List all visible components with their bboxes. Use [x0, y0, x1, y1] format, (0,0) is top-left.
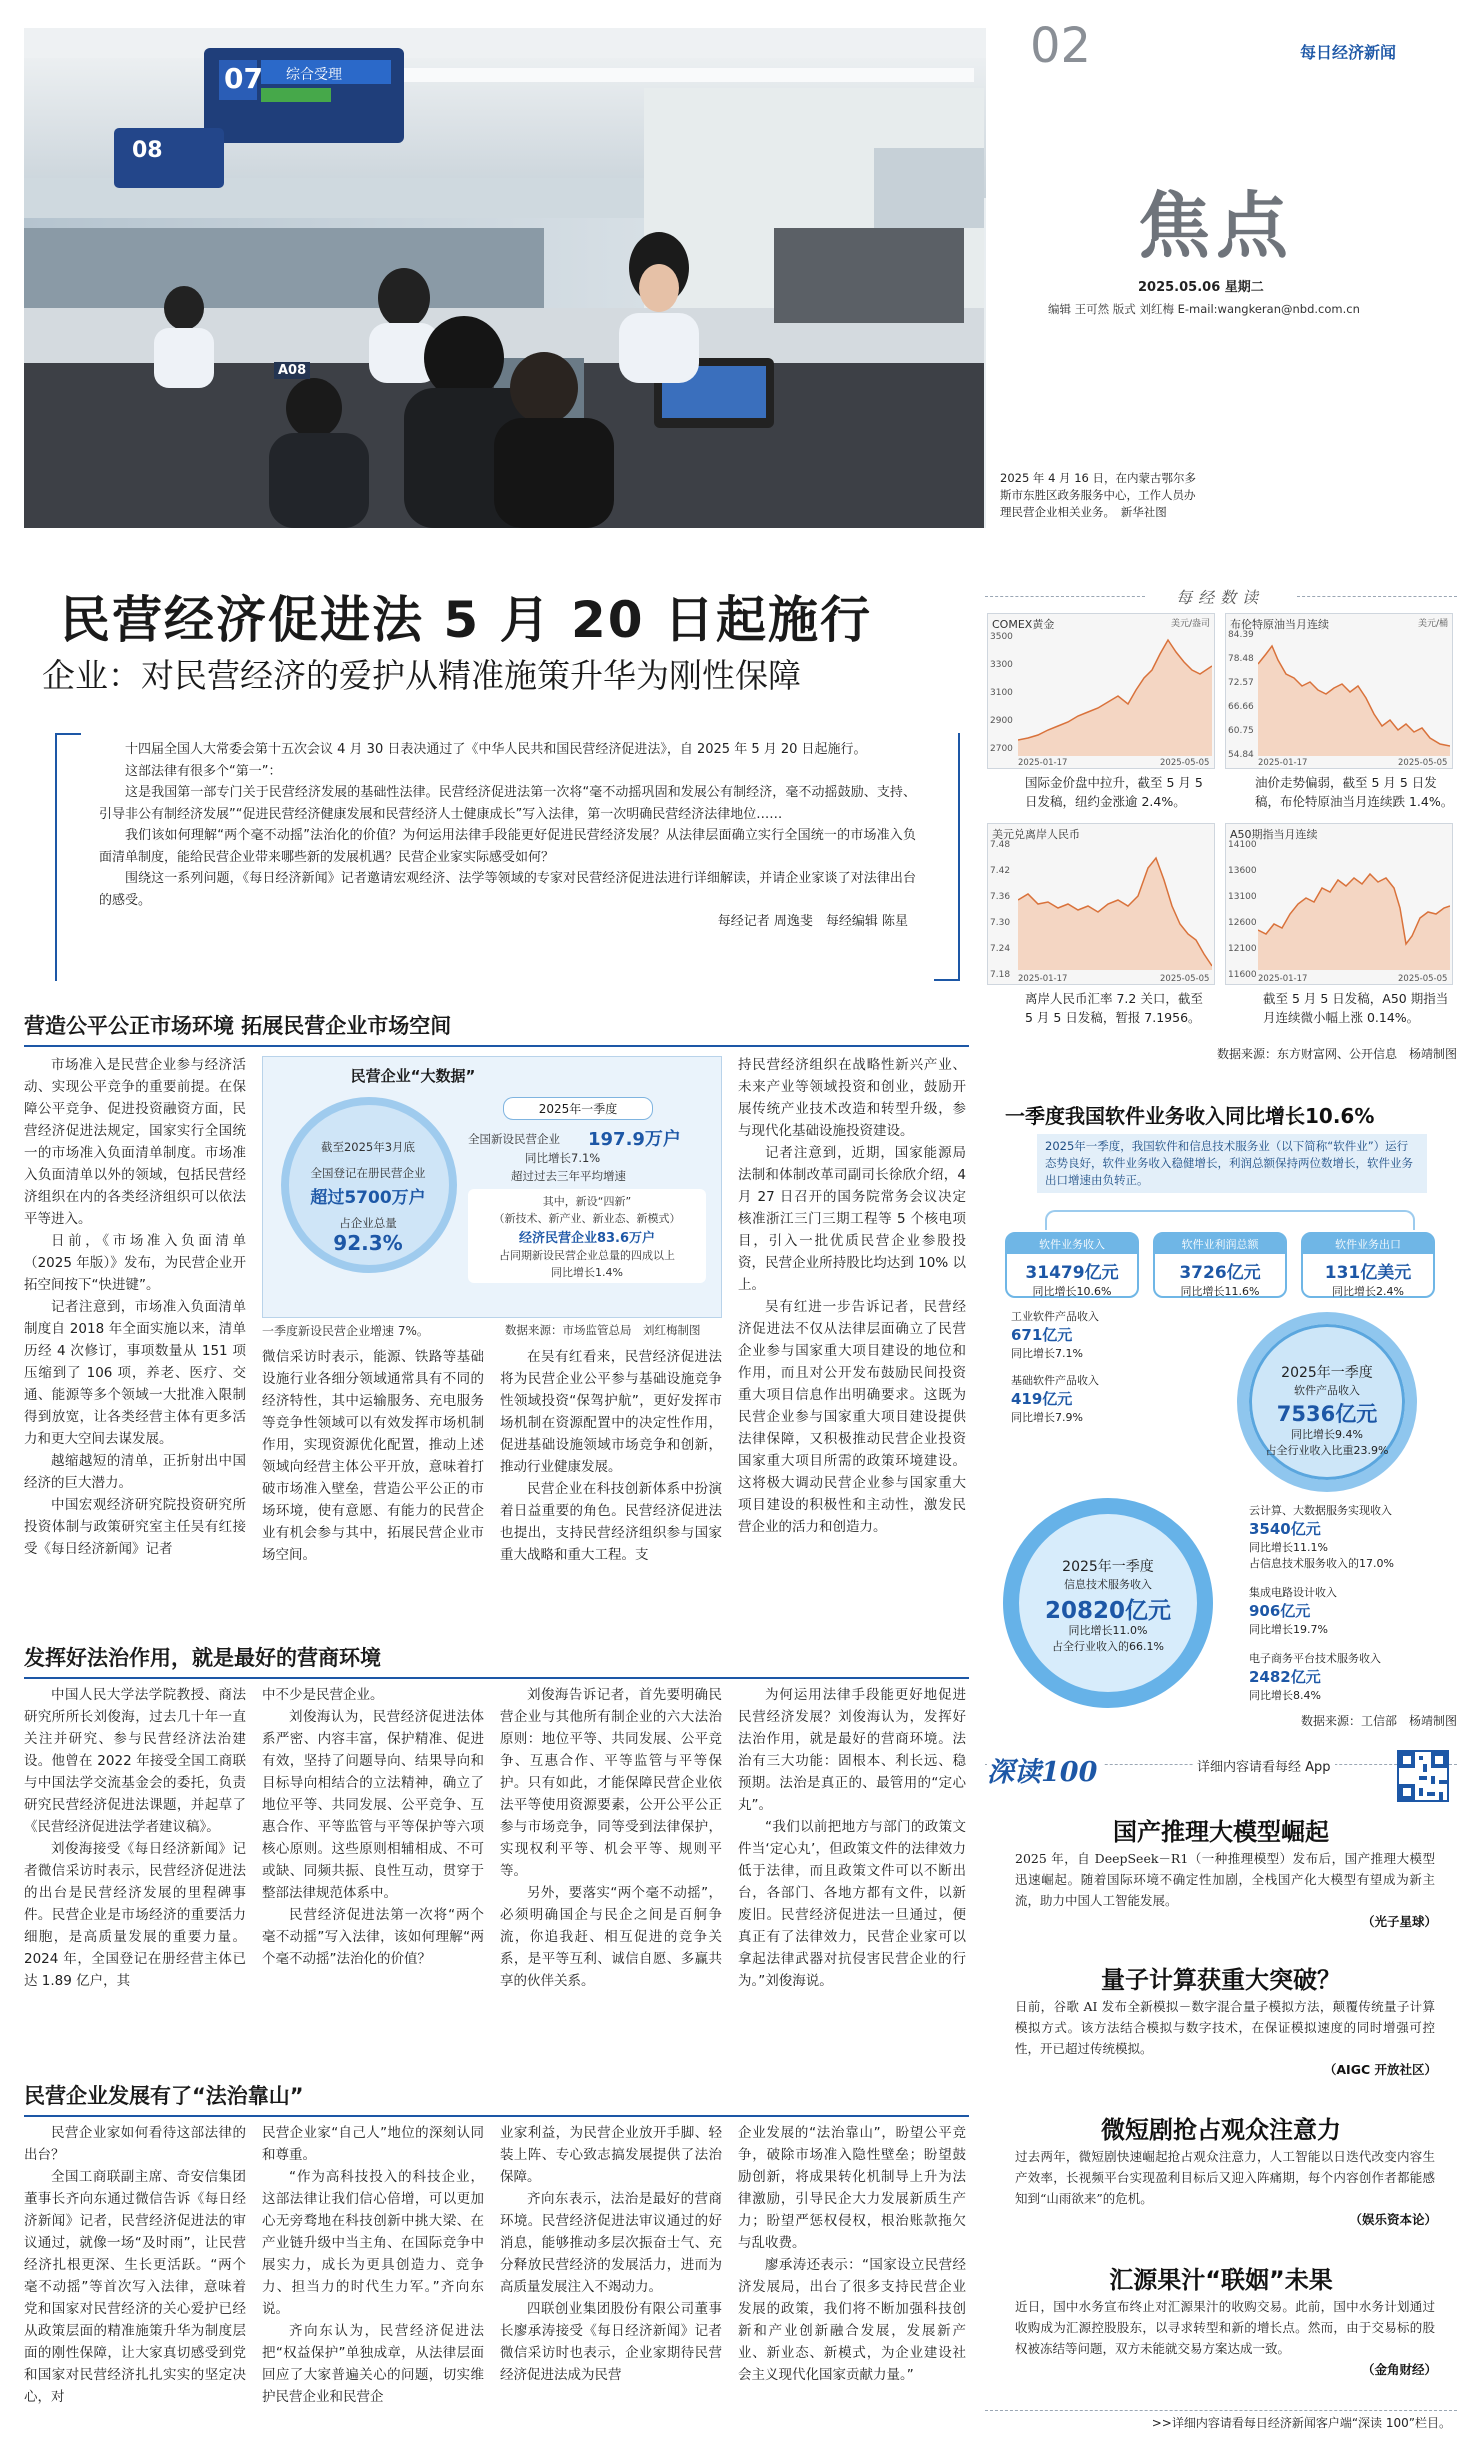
- y-tick: 54.84: [1228, 750, 1254, 760]
- y-tick: 7.18: [990, 970, 1011, 980]
- y-tick: 12100: [1228, 944, 1257, 954]
- software-card-export: [1301, 1232, 1435, 1298]
- bigdata-sub-text1: 其中，新设“四新”: [542, 1195, 632, 1208]
- page-header: [1030, 18, 1470, 318]
- a50-line-chart: [1258, 844, 1450, 970]
- paragraph: 民营企业家“自己人”地位的深刻认同和尊重。: [262, 2125, 484, 2163]
- qr-pattern: [1399, 1752, 1447, 1800]
- section1-col2: [262, 1346, 484, 1566]
- chart-gold: [987, 613, 1215, 769]
- item-label: 基础软件产品收入: [1011, 1374, 1099, 1387]
- bigdata-left-pct: 92.3%: [333, 1231, 403, 1255]
- item-label: 集成电路设计收入: [1249, 1586, 1337, 1599]
- news-source: （金角财经）: [1361, 2362, 1437, 2377]
- bigdata-left-label: 截至2025年3月底: [320, 1140, 416, 1154]
- card-value: 131亿美元: [1324, 1263, 1412, 1283]
- paragraph: 日前，《市场准入负面清单（2025 年版）》发布，为民营企业开拓空间按下“快进键”。: [24, 1233, 246, 1293]
- news-title: 量子计算获重大突破？: [1101, 1966, 1341, 1994]
- item-label: 电子商务平台技术服务收入: [1249, 1652, 1381, 1665]
- circle-value: 7536亿元: [1276, 1402, 1378, 1426]
- circle-growth: 同比增长11.0%: [1068, 1624, 1148, 1637]
- software-infographic: [985, 1100, 1457, 1730]
- deep100-item[interactable]: [985, 2110, 1457, 2256]
- intro-paragraph: 围绕这一系列问题，《每日经济新闻》记者邀请宏观经济、法学等领域的专家对民营经济促进法进行详细解读，并请企业家谈了对法律出台的感受。: [99, 871, 916, 908]
- news-source: （AIGC 开放社区）: [1323, 2062, 1437, 2077]
- main-headline: 民营经济促进法 5 月 20 日起施行: [60, 591, 872, 649]
- deep100-cta[interactable]: 详细内容请看每经 App: [1193, 1756, 1335, 1775]
- section2-col3: [500, 1684, 722, 1992]
- deep100-item[interactable]: [985, 1812, 1457, 1958]
- section2-title: 发挥好法治作用，就是最好的营商环境: [24, 1642, 969, 1679]
- software-source: 数据来源：工信部 杨靖制图: [1300, 1714, 1457, 1728]
- card-label: 软件业务收入: [1007, 1234, 1137, 1254]
- paragraph: 记者注意到，近期，国家能源局法制和体制改革司副司长徐欣介绍，4 月 27 日召开的国务院常务会议决定核准浙江三门三期工程等 5 个核电项目，引入一批优质民营企业参股投资，民营企业所持股比均达到 10% 以上。: [738, 1145, 966, 1293]
- news-source: （光子星球）: [1361, 1914, 1437, 1929]
- window-sign-08: 08: [132, 138, 163, 163]
- window-sign-a08: A08: [274, 362, 310, 379]
- ic-design-item: [1249, 1584, 1459, 1637]
- chart-caption: 截至 5 月 5 日发稿，A50 期指当月连续微小幅上涨 0.14%。: [1263, 991, 1449, 1025]
- photo-caption: 2025 年 4 月 16 日，在内蒙古鄂尔多斯市东胜区政务服务中心，工作人员办理民营企业相关业务。 新华社图: [1000, 471, 1196, 519]
- item-growth: 同比增长7.1%: [1011, 1347, 1083, 1360]
- paragraph: 齐向东认为，民营经济促进法把“权益保护”单独成章，从法律层面回应了大家普遍关心的问题，切实维护民营企业和民营企: [262, 2323, 484, 2405]
- office-scene-illustration: [24, 28, 986, 528]
- paragraph: 民营企业家如何看待这部法律的出台？: [24, 2125, 246, 2163]
- chart-caption: 离岸人民币汇率 7.2 关口，截至 5 月 5 日发稿，暂报 7.1956。: [1025, 991, 1203, 1025]
- qr-code-icon[interactable]: [1397, 1750, 1449, 1802]
- ecommerce-item: [1249, 1650, 1459, 1703]
- paragraph: 中国宏观经济研究院投资研究所投资体制与政策研究室主任吴有红接受《每日经济新闻》记者: [24, 1497, 246, 1557]
- y-tick: 3100: [990, 688, 1013, 698]
- paragraph: 持民营经济组织在战略性新兴产业、未来产业等领域投资和创业，鼓励开展传统产业技术改造和转型升级，参与现代化基础设施投资建设。: [738, 1057, 966, 1139]
- y-tick: 7.36: [990, 892, 1011, 902]
- circle-label: 信息技术服务收入: [1064, 1578, 1152, 1591]
- news-source: （娱乐资本论）: [1349, 2212, 1437, 2227]
- paragraph: 在吴有红看来，民营经济促进法将为民营企业公平参与基础设施竞争性领域投资“保驾护航”，更好发挥市场机制在资源配置中的决定性作用，促进基础设施领域市场竞争和创新，推动行业健康发展。: [500, 1349, 722, 1475]
- item-share: 占信息技术服务收入的17.0%: [1249, 1557, 1394, 1570]
- news-title: 国产推理大模型崛起: [1113, 1818, 1329, 1846]
- section1-col1: [24, 1054, 246, 1560]
- circle-share: 占全行业收入比重23.9%: [1265, 1444, 1389, 1457]
- bigdata-q1-text3: 超过过去三年平均增速: [511, 1169, 626, 1183]
- paragraph: 中不少是民营企业。: [262, 1687, 384, 1703]
- paragraph: 业家利益，为民营企业放开手脚、轻装上阵、专心致志搞发展提供了法治保障。: [500, 2125, 722, 2185]
- news-body: 近日，国中水务宣布终止对汇源果汁的收购交易。此前，国中水务计划通过收购成为汇源控股股东，以寻求转型和新的增长点。然而，由于交易标的股权被冻结等问题，双方未能就交易方案达成一致。: [1015, 2299, 1435, 2356]
- bigdata-sub-text5: 同比增长1.4%: [551, 1266, 623, 1279]
- paragraph: 另外，要落实“两个毫不动摇”，必须明确国企与民企之间是百舸争流，你追我赶、相互促进的竞争关系，是平等互利、诚信自愿、多赢共享的伙伴关系。: [500, 1885, 722, 1989]
- brent-line-chart: [1258, 634, 1450, 756]
- x-tick: 2025-05-05: [1160, 974, 1210, 984]
- y-tick: 3500: [990, 632, 1013, 642]
- y-tick: 66.66: [1228, 702, 1254, 712]
- circle-growth: 同比增长9.4%: [1291, 1428, 1363, 1441]
- gold-line-chart: [1018, 634, 1212, 756]
- card-value: 3726亿元: [1179, 1263, 1261, 1283]
- card-value: 31479亿元: [1025, 1263, 1119, 1283]
- cloud-bigdata-item: [1249, 1502, 1459, 1571]
- section3-col3: [500, 2122, 722, 2386]
- card-growth: 同比增长11.6%: [1180, 1285, 1260, 1298]
- chart-title: A50期指当月连续: [1230, 828, 1318, 841]
- bigdata-sub-text3: 经济民营企业83.6万户: [518, 1231, 656, 1246]
- y-tick: 78.48: [1228, 654, 1254, 664]
- x-tick: 2025-01-17: [1018, 974, 1068, 984]
- issue-date: 2025.05.06 星期二: [1138, 280, 1264, 295]
- software-title: 一季度我国软件业务收入同比增长10.6%: [1005, 1104, 1375, 1128]
- y-tick: 60.75: [1228, 726, 1254, 736]
- circle-label: 软件产品收入: [1294, 1384, 1360, 1397]
- bigdata-caption: 一季度新设民营企业增速 7%。: [262, 1324, 429, 1338]
- section1-col4: [738, 1054, 966, 1538]
- x-tick: 2025-01-17: [1258, 758, 1308, 768]
- paragraph: 微信采访时表示，能源、铁路等基础设施行业各细分领域通常具有不同的经济特性，其中运输服务、充电服务等竞争性领域可以有效发挥市场机制作用，实现资源优化配置，推动上述领域向经营主体公平开放，意味着打破市场准入壁垒，营造公平公正的市场环境，使有意愿、有能力的民营企业有机会参与其中，拓展民营企业市场空间。: [262, 1349, 484, 1563]
- y-tick: 72.57: [1228, 678, 1254, 688]
- y-tick: 3300: [990, 660, 1013, 670]
- paragraph: 廖承涛还表示：“国家设立民营经济发展局，出台了很多支持民营企业发展的政策，我们将不断加强科技创新和产业创新融合发展，发展新产业、新业态、新模式，为企业建设社会主义现代化国家贡献力量。”: [738, 2257, 966, 2383]
- item-value: 906亿元: [1249, 1602, 1311, 1620]
- x-tick: 2025-05-05: [1160, 758, 1210, 768]
- card-growth: 同比增长2.4%: [1332, 1285, 1404, 1298]
- software-intro: 2025年一季度，我国软件和信息技术服务业（以下简称“软件业”）运行态势良好，软件业务收入稳健增长，利润总额保持两位数增长，软件业务出口增速由负转正。: [1037, 1134, 1427, 1193]
- bigdata-q1-text1: 全国新设民营企业: [468, 1132, 560, 1146]
- item-label: 云计算、大数据服务实现收入: [1249, 1504, 1392, 1517]
- bigdata-sub-text2: （新技术、新产业、新业态、新模式）: [493, 1212, 681, 1225]
- usdcnh-line-chart: [1018, 844, 1212, 970]
- news-body: 日前，谷歌 AI 发布全新模拟－数字混合量子模拟方法，颠覆传统量子计算模拟方式。该方法结合模拟与数字技术，在保证模拟速度的同时增强可控性，开已超过传统模拟。: [1015, 1999, 1435, 2056]
- news-body: 过去两年，微短剧快速崛起抢占观众注意力，人工智能以日迭代改变内容生产效率，长视频平台实现盈利目标后又迎入阵痛期，每个内容创作者都能感知到“山雨欲来”的危机。: [1015, 2149, 1435, 2206]
- deep100-logo: 深读100: [987, 1750, 1103, 1789]
- software-card-profit: [1153, 1232, 1287, 1298]
- paragraph: “作为高科技投入的科技企业，这部法律让我们信心倍增，可以更加心无旁骛地在科技创新中挑大梁、在产业链升级中当主角、在国际竞争中展实力，成长为更具创造力、竞争力、担当力的时代生力军。”齐向东说。: [262, 2169, 484, 2317]
- section1-title: 营造公平公正市场环境 拓展民营企业市场空间: [24, 1010, 969, 1047]
- paragraph: 全国工商联副主席、奇安信集团董事长齐向东通过微信告诉《每日经济新闻》记者，民营经济促进法的审议通过，就像一场“及时雨”，让民营经济扎根更深、生长更活跃。“两个毫不动摇”等首次写入法律，意味着党和国家对民营经济的关心爱护已经从政策层面的精准施策升华为制度层面的刚性保障，让大家真切感受到党和国家对民营经济扎扎实实的坚定决心，对: [24, 2169, 246, 2405]
- x-tick: 2025-01-17: [1018, 758, 1068, 768]
- y-tick: 2700: [990, 744, 1013, 754]
- news-title: 微短剧抢占观众注意力: [1101, 2116, 1341, 2144]
- bigdata-q1-value: 197.9万户: [588, 1129, 681, 1150]
- card-label: 软件业利润总额: [1155, 1234, 1285, 1254]
- circle-label: 2025年一季度: [1062, 1559, 1154, 1575]
- news-body: 2025 年，自 DeepSeek－R1（一种推理模型）发布后，国产推理大模型迅速崛起。随着国际环境不确定性加剧，全栈国产化大模型有望成为新主流，助力中国人工智能发展。: [1015, 1851, 1435, 1908]
- bigdata-q1-text2: 同比增长7.1%: [525, 1151, 601, 1165]
- card-growth: 同比增长10.6%: [1032, 1285, 1112, 1298]
- item-value: 3540亿元: [1249, 1520, 1321, 1538]
- section1-col3: [500, 1346, 722, 1566]
- paragraph: 齐向东表示，法治是最好的营商环境。民营经济促进法审议通过的好消息，能够推动多层次振奋士气、充分释放民营经济的发展活力，进而为高质量发展注入不竭动力。: [500, 2191, 722, 2295]
- deep100-panel: [985, 1750, 1457, 2430]
- section3-col4: [738, 2122, 966, 2386]
- item-growth: 同比增长8.4%: [1249, 1689, 1321, 1702]
- paragraph: 四联创业集团股份有限公司董事长廖承涛接受《每日经济新闻》记者微信采访时也表示，企业家期待民营经济促进法成为民营: [500, 2301, 722, 2383]
- data-panel-title: 每经数读: [1175, 588, 1264, 607]
- intro-paragraph: 这部法律有很多个“第一”：: [125, 763, 282, 779]
- chart-caption: 油价走势偏弱，截至 5 月 5 日发稿，布伦特原油当月连续跌 1.4%。: [1255, 775, 1454, 809]
- item-value: 419亿元: [1011, 1390, 1073, 1408]
- y-tick: 7.30: [990, 918, 1011, 928]
- section2-col2: [262, 1684, 484, 1970]
- y-tick: 12600: [1228, 918, 1257, 928]
- bigdata-source: 数据来源：市场监管总局 刘红梅制图: [505, 1323, 701, 1337]
- section3-col1: [24, 2122, 246, 2408]
- paragraph: 中国人民大学法学院教授、商法研究所所长刘俊海，过去几十年一直关注并研究、参与民营经济法治建设。他曾在 2022 年接受全国工商联与中国法学交流基金会的委托，负责研究民营经济促进法课题，并起草了《民营经济促进法学者建议稿》。: [24, 1687, 246, 1835]
- chart-title: 美元兑离岸人民币: [992, 828, 1080, 841]
- editors-line: 编辑 王可然 版式 刘红梅 E-mail:wangkeran@nbd.com.cn: [1048, 302, 1360, 316]
- deep100-item[interactable]: [985, 1960, 1457, 2106]
- bigdata-q1-tag: 2025年一季度: [503, 1097, 653, 1120]
- circle-value: 20820亿元: [1044, 1598, 1172, 1624]
- item-growth: 同比增长11.1%: [1249, 1541, 1328, 1554]
- intro-paragraph: 我们该如何理解“两个毫不动摇”法治化的价值？为何运用法律手段能更好促进民营经济发展？从法律层面确立实行全国统一的市场准入负面清单制度，能给民营企业带来哪些新的发展机遇？民营企业家实际感受如何？: [99, 828, 916, 865]
- y-tick: 2900: [990, 716, 1013, 726]
- chart-brent: [1225, 613, 1453, 769]
- paragraph: 刘俊海接受《每日经济新闻》记者微信采访时表示，民营经济促进法的出台是民营经济发展的里程碑事件。民营企业是市场经济的重要活力细胞，是高质量发展的重要力量。2024 年，全国登记在册经营主体已达 1.89 亿户，其: [24, 1841, 246, 1989]
- window-sign-label: 综合受理: [286, 67, 342, 83]
- item-label: 工业软件产品收入: [1011, 1310, 1099, 1323]
- bigdata-left-text2: 占企业总量: [339, 1216, 397, 1230]
- intro-byline: 每经记者 周逸斐 每经编辑 陈星: [717, 914, 908, 929]
- y-tick: 14100: [1228, 840, 1257, 850]
- data-panel: [985, 585, 1457, 1075]
- software-card-revenue: [1005, 1232, 1139, 1298]
- bigdata-title: 民营企业“大数据”: [350, 1067, 476, 1085]
- paragraph: 刘俊海认为，民营经济促进法体系严密、内容丰富，保护精准、促进有效，坚持了问题导向、结果导向和目标导向相结合的立法精神，确立了地位平等、共同发展、公平竞争、互惠合作、平等监管与平等保护等六项核心原则。这些原则相辅相成、不可或缺、同频共振、良性互动，贯穿于整部法律规范体系中。: [262, 1709, 484, 1901]
- chart-title: COMEX黄金: [992, 618, 1055, 631]
- x-tick: 2025-05-05: [1398, 758, 1448, 768]
- paragraph: 越缩越短的清单，正折射出中国经济的巨大潜力。: [24, 1453, 246, 1491]
- intro-paragraph: 这是我国第一部专门关于民营经济发展的基础性法律。民营经济促进法第一次将“毫不动摇巩固和发展公有制经济，毫不动摇鼓励、支持、引导非公有制经济发展”“促进民营经济健康发展和民营经济人士健康成长”写入法律，第一次明确民营经济法律地位……: [99, 785, 916, 822]
- section2-col1: [24, 1684, 246, 1992]
- bigdata-left-text1: 全国登记在册民营企业: [310, 1166, 426, 1180]
- paragraph: 民营经济促进法第一次将“两个毫不动摇”写入法律，该如何理解“两个毫不动摇”法治化的价值？: [262, 1907, 484, 1967]
- circle-share: 占全行业收入的66.1%: [1052, 1640, 1164, 1653]
- paragraph: 记者注意到，市场准入负面清单制度自 2018 年全面实施以来，清单历经 4 次修订，事项数量从 151 项压缩到了 106 项，养老、医疗、交通、能源等多个领域一大批准入限制得到放宽，让各类经营主体有更多活力和更大空间去谋发展。: [24, 1299, 246, 1447]
- paragraph: 为何运用法律手段能更好地促进民营经济发展？刘俊海认为，发挥好法治作用，就是最好的营商环境。法治有三大功能：固根本、利长远、稳预期。法治是真正的、最管用的“定心丸”。: [738, 1687, 966, 1813]
- y-tick: 84.39: [1228, 630, 1254, 640]
- basic-software-item: [1011, 1372, 1151, 1425]
- section3-col2: [262, 2122, 484, 2408]
- data-panel-source: 数据来源：东方财富网、公开信息 杨靖制图: [1216, 1047, 1457, 1061]
- item-value: 2482亿元: [1249, 1668, 1321, 1686]
- news-title: 汇源果汁“联姻”未果: [1109, 2266, 1333, 2294]
- chart-a50: [1225, 823, 1453, 985]
- y-tick: 13600: [1228, 866, 1257, 876]
- section3-title: 民营企业发展有了“法治靠山”: [24, 2080, 969, 2117]
- intro-paragraph: 十四届全国人大常委会第十五次会议 4 月 30 日表决通过了《中华人民共和国民营经济促进法》，自 2025 年 5 月 20 日起施行。: [125, 742, 867, 757]
- paragraph: 刘俊海告诉记者，首先要明确民营企业与其他所有制企业的六大法治原则：地位平等、共同发展、公平竞争、互惠合作、平等监管与平等保护。只有如此，才能保障民营企业依法平等使用资源要素，公开公平公正参与市场竞争，同等受到法律保护，实现权利平等、机会平等、规则平等。: [500, 1687, 722, 1879]
- paper-name: 每日经济新闻: [1300, 43, 1397, 62]
- deep100-item[interactable]: [985, 2260, 1457, 2406]
- y-tick: 13100: [1228, 892, 1257, 902]
- paragraph: 企业发展的“法治靠山”，盼望公平竞争，破除市场准入隐性壁垒；盼望鼓励创新，将成果转化机制导上升为法律激励，引导民企大力发展新质生产力；盼望严惩权侵权，根治账款拖欠与乱收费。: [738, 2125, 966, 2251]
- card-label: 软件业务出口: [1303, 1234, 1433, 1254]
- chart-unit: 美元/桶: [1417, 619, 1448, 629]
- x-tick: 2025-05-05: [1398, 974, 1448, 984]
- item-growth: 同比增长19.7%: [1249, 1623, 1328, 1636]
- paragraph: 民营企业在科技创新体系中扮演着日益重要的角色。民营经济促进法也提出，支持民营经济组织参与国家重大战略和重大工程。支: [500, 1481, 722, 1563]
- item-value: 671亿元: [1011, 1326, 1073, 1344]
- y-tick: 11600: [1228, 970, 1257, 980]
- chart-unit: 美元/盎司: [1170, 619, 1210, 629]
- y-tick: 7.48: [990, 840, 1011, 850]
- chart-title: 布伦特原油当月连续: [1230, 618, 1329, 631]
- page-number: 02: [1030, 18, 1092, 74]
- deep100-footer[interactable]: >>详细内容请看每日经济新闻客户端“深读 100”栏目。: [1151, 2416, 1451, 2430]
- circle-label: 2025年一季度: [1281, 1365, 1373, 1381]
- chart-caption: 国际金价盘中拉升，截至 5 月 5 日发稿，纽约金涨逾 2.4%。: [1025, 775, 1203, 809]
- section-title: 焦点: [1138, 184, 1295, 268]
- bigdata-infographic: [262, 1056, 722, 1318]
- paragraph: 市场准入是民营企业参与经济活动、实现公平竞争的重要前提。在保障公平竞争、促进投资融资方面，民营经济促进法规定，国家实行全国统一的市场准入负面清单制度。市场准入负面清单以外的领域，包括民营经济组织在内的各类经济组织可以依法平等进入。: [24, 1057, 246, 1227]
- y-tick: 7.24: [990, 944, 1011, 954]
- item-growth: 同比增长7.9%: [1011, 1411, 1083, 1424]
- lead-photo: [24, 28, 986, 528]
- chart-usdcnh: [987, 823, 1215, 985]
- bigdata-left-value: 超过5700万户: [310, 1188, 426, 1208]
- y-tick: 7.42: [990, 866, 1011, 876]
- industrial-software-item: [1011, 1308, 1151, 1361]
- bigdata-sub-text4: 占同期新设民营企业总量的四成以上: [499, 1249, 675, 1262]
- sub-headline: 企业：对民营经济的爱护从精准施策升华为刚性保障: [42, 656, 801, 695]
- section2-col4: [738, 1684, 966, 1992]
- window-sign-07: 07: [224, 62, 263, 95]
- paragraph: “我们以前把地方与部门的政策文件当‘定心丸’，但政策文件的法律效力低于法律，而且政策文件可以不断出台，各部门、各地方都有文件，以新废旧。民营经济促进法一旦通过，便真正有了法律效力，民营企业家可以拿起法律武器对抗侵害民营企业的行为。”刘俊海说。: [738, 1819, 966, 1989]
- intro-box: [55, 733, 960, 981]
- x-tick: 2025-01-17: [1258, 974, 1308, 984]
- paragraph: 吴有红进一步告诉记者，民营经济促进法不仅从法律层面确立了民营企业参与国家重大项目建设的地位和作用，而且对公开发布鼓励民间投资重大项目信息作出明确要求。这既为民营企业参与国家重大项目建设提供法律保障，又积极推动民营企业投资国家重大项目所需的政策环境建设。这将极大调动民营企业参与国家重大项目建设的积极性和主动性，激发民营企业的活力和创造力。: [738, 1299, 966, 1535]
